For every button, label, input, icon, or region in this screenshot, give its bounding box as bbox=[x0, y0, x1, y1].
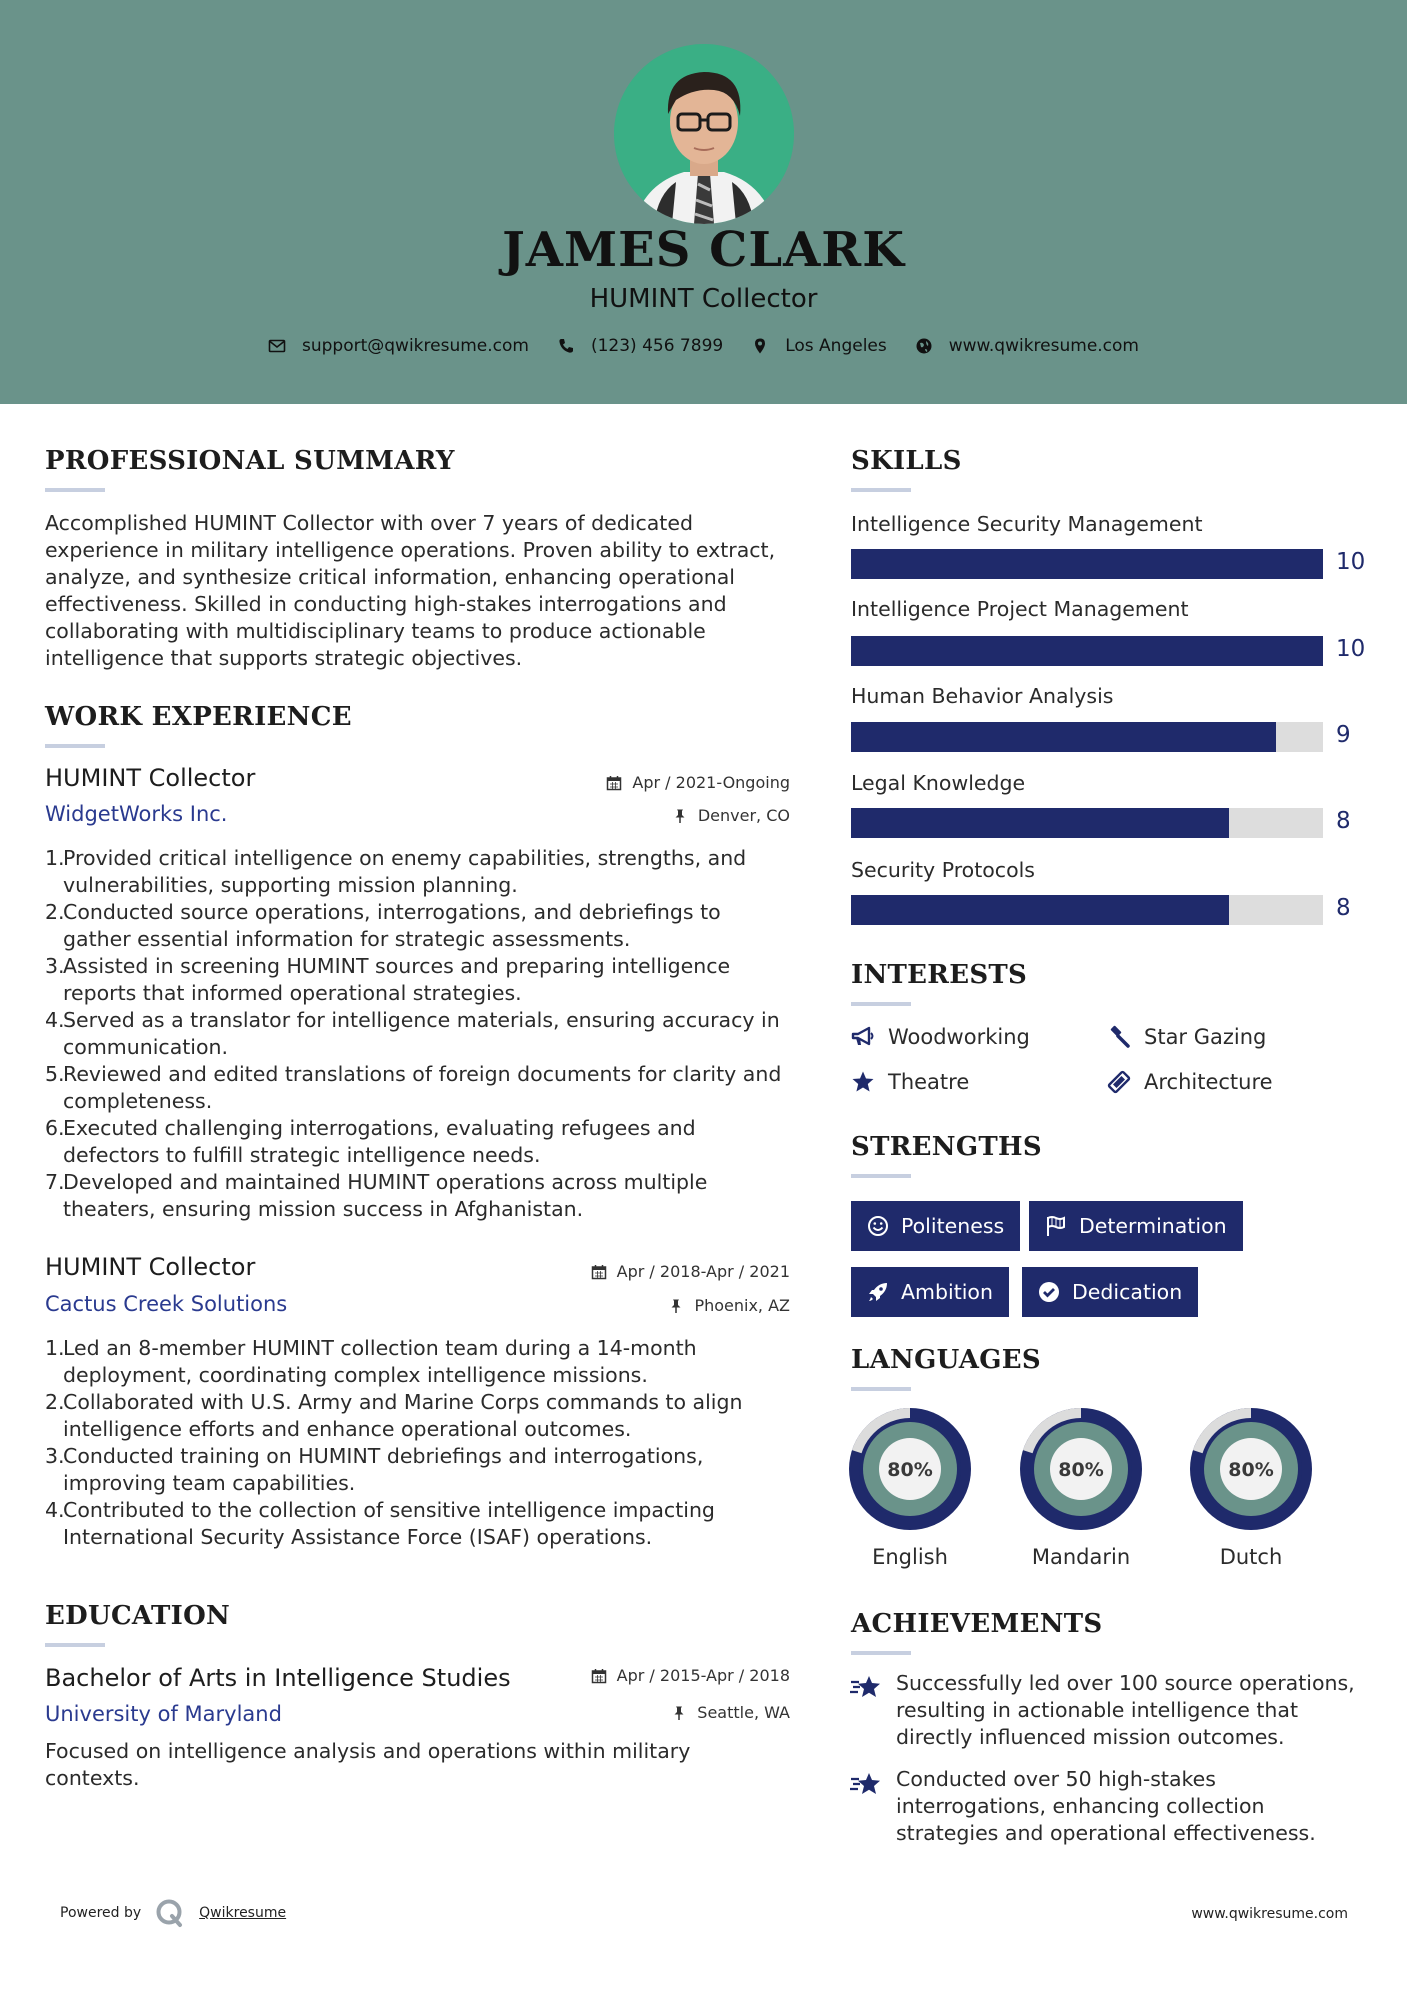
rocket-icon bbox=[867, 1281, 889, 1303]
qwikresume-logo-icon bbox=[155, 1898, 185, 1928]
skill-bar-fill bbox=[851, 722, 1276, 752]
skill-value: 9 bbox=[1336, 722, 1351, 748]
interest-label: Star Gazing bbox=[1144, 1025, 1267, 1049]
interest-label: Architecture bbox=[1144, 1070, 1273, 1094]
skill-bar bbox=[851, 808, 1323, 838]
achievement-text: Successfully led over 100 source operations, resulting in actionable intelligence that directly influenced mission outcomes. bbox=[896, 1671, 1355, 1749]
language-ring bbox=[1020, 1408, 1142, 1530]
contact-location-text: Los Angeles bbox=[785, 336, 887, 356]
language-ring bbox=[849, 1408, 971, 1530]
pushpin-icon bbox=[671, 1705, 687, 1721]
strength-label: Determination bbox=[1079, 1214, 1227, 1238]
degree-title: Bachelor of Arts in Intelligence Studies bbox=[45, 1664, 511, 1692]
job-bullets bbox=[45, 1335, 793, 1551]
job-company: WidgetWorks Inc. bbox=[45, 802, 228, 826]
strength-tag bbox=[1022, 1267, 1198, 1317]
contact-phone[interactable] bbox=[557, 336, 723, 356]
pushpin-icon bbox=[668, 1298, 684, 1314]
languages-heading: LANGUAGES bbox=[851, 1345, 1041, 1375]
job-dates-text: Apr / 2018-Apr / 2021 bbox=[616, 1262, 790, 1281]
contact-location bbox=[751, 336, 887, 356]
job-dates-text: Apr / 2021-Ongoing bbox=[632, 773, 790, 792]
profile-photo bbox=[614, 44, 794, 224]
languages-rule bbox=[851, 1387, 911, 1391]
skill-value: 8 bbox=[1336, 808, 1351, 834]
skill-bar bbox=[851, 895, 1323, 925]
candidate-name: JAMES CLARK bbox=[502, 222, 905, 278]
megaphone-icon bbox=[851, 1025, 875, 1049]
phone-icon bbox=[557, 337, 575, 355]
skill-bar-fill bbox=[851, 549, 1323, 579]
job-dates bbox=[606, 773, 790, 792]
calendar-icon bbox=[591, 1264, 607, 1280]
education-location-text: Seattle, WA bbox=[697, 1703, 790, 1722]
job-location-text: Denver, CO bbox=[697, 806, 790, 825]
list-item: 3. Assisted in screening HUMINT sources and preparing intelligence reports that informed operational strategies. bbox=[45, 954, 731, 1005]
skill-value: 8 bbox=[1336, 895, 1351, 921]
interest-item bbox=[851, 1025, 1030, 1049]
powered-by-label: Powered by bbox=[60, 1905, 142, 1921]
flag-icon bbox=[1045, 1215, 1067, 1237]
interests-rule bbox=[851, 1002, 911, 1006]
experience-heading: WORK EXPERIENCE bbox=[45, 702, 352, 732]
interest-label: Theatre bbox=[888, 1070, 970, 1094]
strength-label: Politeness bbox=[901, 1214, 1005, 1238]
job-title: HUMINT Collector bbox=[45, 1253, 256, 1281]
skill-name: Security Protocols bbox=[851, 858, 1035, 882]
contact-website[interactable] bbox=[915, 336, 1139, 356]
job-location-text: Phoenix, AZ bbox=[694, 1296, 790, 1315]
education-heading: EDUCATION bbox=[45, 1601, 231, 1631]
contact-email[interactable] bbox=[268, 336, 529, 356]
list-item: 4. Contributed to the collection of sensitive intelligence impacting International Security Assistance Force (ISAF) operations. bbox=[45, 1498, 715, 1549]
smile-icon bbox=[867, 1215, 889, 1237]
check-circle-icon bbox=[1038, 1281, 1060, 1303]
star-icon bbox=[851, 1070, 875, 1094]
skill-bar-fill bbox=[851, 636, 1323, 666]
skill-bar-fill bbox=[851, 895, 1229, 925]
skills-rule bbox=[851, 488, 911, 492]
contact-email-text: support@qwikresume.com bbox=[302, 336, 529, 356]
language-percent-label: 80% bbox=[887, 1459, 933, 1481]
bullet-text: Developed and maintained HUMINT operations across multiple theaters, ensuring mission success in Afghanistan. bbox=[63, 1170, 708, 1221]
contact-website-text: www.qwikresume.com bbox=[948, 336, 1139, 356]
list-item: 2. Collaborated with U.S. Army and Marine Corps commands to align intelligence efforts and enhance operational outcomes. bbox=[45, 1390, 743, 1441]
job-location bbox=[668, 1296, 790, 1315]
interest-item bbox=[1107, 1070, 1273, 1094]
brand-link[interactable]: Qwikresume bbox=[199, 1905, 287, 1921]
pushpin-icon bbox=[672, 808, 688, 824]
job-location bbox=[672, 806, 790, 825]
bullet-text: Executed challenging interrogations, evaluating refugees and defectors to fulfill strategic intelligence needs. bbox=[63, 1116, 696, 1167]
skill-bar-fill bbox=[851, 808, 1229, 838]
job-company: Cactus Creek Solutions bbox=[45, 1292, 288, 1316]
achievements-heading: ACHIEVEMENTS bbox=[851, 1609, 1103, 1639]
language-percent-label: 80% bbox=[1228, 1459, 1274, 1481]
calendar-icon bbox=[591, 1668, 607, 1684]
candidate-role: HUMINT Collector bbox=[589, 284, 818, 314]
language-ring bbox=[1190, 1408, 1312, 1530]
job-dates bbox=[591, 1262, 790, 1281]
education-dates bbox=[591, 1666, 790, 1685]
list-item: 3. Conducted training on HUMINT debriefings and interrogations, improving team capabilities. bbox=[45, 1444, 704, 1495]
skills-heading: SKILLS bbox=[851, 446, 962, 476]
list-item: 5. Reviewed and edited translations of foreign documents for clarity and completeness. bbox=[45, 1062, 782, 1113]
strength-label: Dedication bbox=[1072, 1280, 1183, 1304]
education-dates-text: Apr / 2015-Apr / 2018 bbox=[616, 1666, 790, 1685]
skill-name: Intelligence Project Management bbox=[851, 597, 1189, 621]
summary-rule bbox=[45, 488, 105, 492]
list-item: 2. Conducted source operations, interrogations, and debriefings to gather essential information for strategic assessments. bbox=[45, 900, 721, 951]
summary-text: Accomplished HUMINT Collector with over 7 years of dedicated experience in military intelligence operations. Proven ability to extract, analyze, and synthesize critical information, enhancing operational effectiveness. Skilled in conducting high-stakes interrogations and collaborating with multidisciplinary teams to produce actionable intelligence that supports strategic objectives. bbox=[45, 511, 776, 670]
skill-bar bbox=[851, 722, 1323, 752]
bullet-text: Provided critical intelligence on enemy capabilities, strengths, and vulnerabilities, supporting mission planning. bbox=[63, 846, 747, 897]
interests-heading: INTERESTS bbox=[851, 960, 1028, 990]
bullet-text: Contributed to the collection of sensitive intelligence impacting International Security Assistance Force (ISAF) operations. bbox=[63, 1498, 715, 1549]
gavel-icon bbox=[1107, 1025, 1131, 1049]
language-name: Mandarin bbox=[1031, 1545, 1131, 1569]
footer-branding bbox=[60, 1898, 286, 1928]
skill-name: Human Behavior Analysis bbox=[851, 684, 1114, 708]
skill-bar bbox=[851, 549, 1323, 579]
strengths-heading: STRENGTHS bbox=[851, 1132, 1042, 1162]
bullet-text: Assisted in screening HUMINT sources and preparing intelligence reports that informed operational strategies. bbox=[63, 954, 731, 1005]
globe-icon bbox=[915, 337, 933, 355]
bullet-text: Reviewed and edited translations of foreign documents for clarity and completeness. bbox=[63, 1062, 782, 1113]
ticket-icon bbox=[1107, 1070, 1131, 1094]
list-item: 7. Developed and maintained HUMINT operations across multiple theaters, ensuring mission success in Afghanistan. bbox=[45, 1170, 708, 1221]
achievement-star-icon bbox=[849, 1770, 883, 1800]
list-item: 4. Served as a translator for intelligence materials, ensuring accuracy in communication. bbox=[45, 1008, 780, 1059]
achievement-text: Conducted over 50 high-stakes interrogations, enhancing collection strategies and operational effectiveness. bbox=[896, 1767, 1316, 1845]
contact-bar bbox=[0, 336, 1407, 356]
bullet-text: Served as a translator for intelligence materials, ensuring accuracy in communication. bbox=[63, 1008, 780, 1059]
bullet-text: Conducted training on HUMINT debriefings and interrogations, improving team capabilities. bbox=[63, 1444, 704, 1495]
job-title: HUMINT Collector bbox=[45, 764, 256, 792]
map-marker-icon bbox=[751, 337, 769, 355]
summary-heading: PROFESSIONAL SUMMARY bbox=[45, 446, 455, 476]
calendar-icon bbox=[606, 775, 622, 791]
bullet-text: Collaborated with U.S. Army and Marine Corps commands to align intelligence efforts and enhance operational outcomes. bbox=[63, 1390, 743, 1441]
achievements-rule bbox=[851, 1651, 911, 1655]
skill-name: Legal Knowledge bbox=[851, 771, 1026, 795]
strength-label: Ambition bbox=[901, 1280, 993, 1304]
language-name: Dutch bbox=[1219, 1545, 1283, 1569]
contact-phone-text: (123) 456 7899 bbox=[590, 336, 724, 356]
bullet-text: Conducted source operations, interrogations, and debriefings to gather essential information for strategic assessments. bbox=[63, 900, 721, 951]
interest-label: Woodworking bbox=[888, 1025, 1030, 1049]
envelope-icon bbox=[268, 337, 286, 355]
language-percent-label: 80% bbox=[1058, 1459, 1104, 1481]
strength-tag bbox=[851, 1201, 1020, 1251]
interest-item bbox=[851, 1070, 969, 1094]
education-rule bbox=[45, 1643, 105, 1647]
strength-tag bbox=[851, 1267, 1009, 1317]
skill-value: 10 bbox=[1336, 549, 1366, 575]
education-location bbox=[671, 1703, 790, 1722]
resume-header bbox=[0, 0, 1407, 404]
skill-value: 10 bbox=[1336, 636, 1366, 662]
achievement-star-icon bbox=[849, 1673, 883, 1703]
list-item: 1. Led an 8-member HUMINT collection team during a 14-month deployment, coordinating complex intelligence missions. bbox=[45, 1336, 697, 1387]
job-bullets bbox=[45, 845, 793, 1223]
language-name: English bbox=[872, 1545, 948, 1569]
strength-tag bbox=[1029, 1201, 1243, 1251]
education-text: Focused on intelligence analysis and operations within military contexts. bbox=[45, 1739, 691, 1790]
list-item: 1. Provided critical intelligence on enemy capabilities, strengths, and vulnerabilities, supporting mission planning. bbox=[45, 846, 747, 897]
footer-website[interactable]: www.qwikresume.com bbox=[1191, 1906, 1348, 1922]
strengths-rule bbox=[851, 1174, 911, 1178]
skill-bar bbox=[851, 636, 1323, 666]
list-item: 6. Executed challenging interrogations, evaluating refugees and defectors to fulfill strategic intelligence needs. bbox=[45, 1116, 696, 1167]
experience-rule bbox=[45, 744, 105, 748]
skill-name: Intelligence Security Management bbox=[851, 512, 1203, 536]
school-name: University of Maryland bbox=[45, 1702, 282, 1726]
interest-item bbox=[1107, 1025, 1266, 1049]
bullet-text: Led an 8-member HUMINT collection team during a 14-month deployment, coordinating complex intelligence missions. bbox=[63, 1336, 697, 1387]
